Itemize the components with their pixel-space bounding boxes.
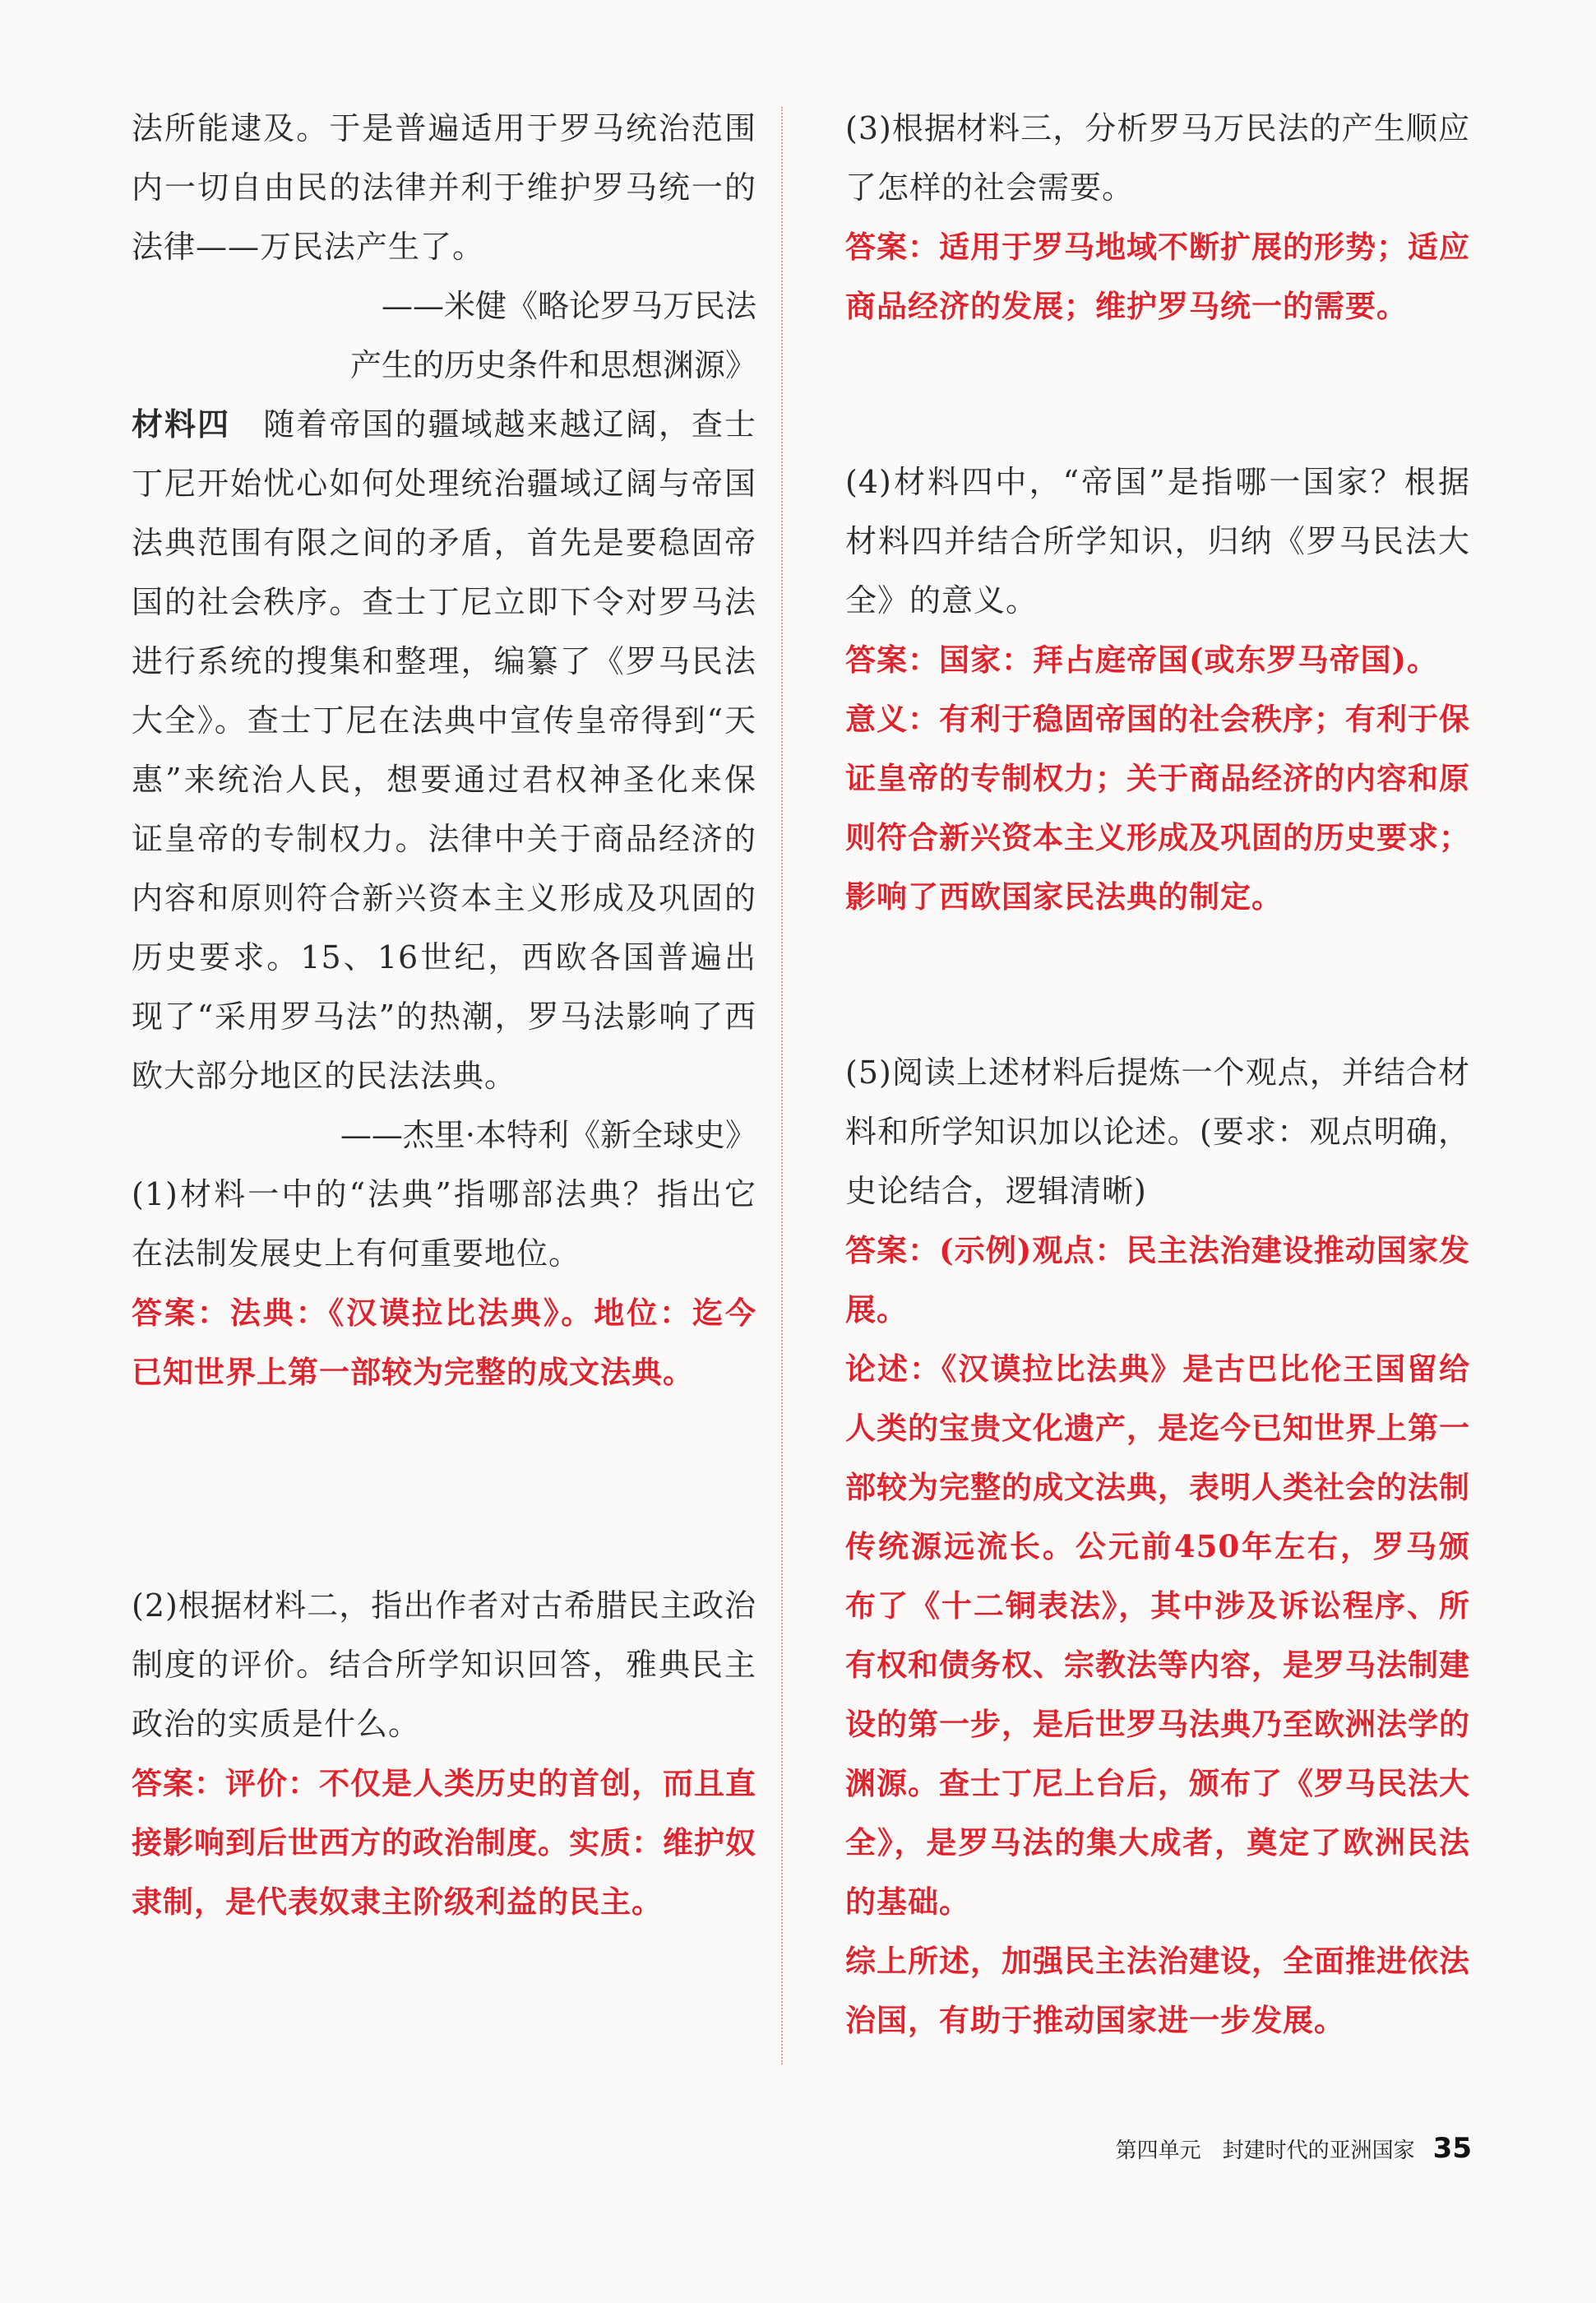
column-divider [781, 107, 783, 2064]
question-4: (4)材料四中，“帝国”是指哪一国家？根据材料四并结合所学知识，归纳《罗马民法大全》的意义。 [845, 464, 1470, 619]
unit-title: 第四单元 封建时代的亚洲国家 [1115, 2138, 1415, 2163]
material-3-continuation: 法所能逮及。于是普遍适用于罗马统治范围内一切自由民的法律并利于维护罗马统一的法律——万民法产生了。 [132, 110, 756, 265]
question-5: (5)阅读上述材料后提炼一个观点，并结合材料和所学知识加以论述。(要求：观点明确，史论结合，逻辑清晰) [845, 1054, 1470, 1209]
answer-2 [132, 1754, 756, 1931]
right-column [845, 99, 1470, 2050]
answer-5-conclusion: 综上所述，加强民主法治建设，全面推进依法治国，有助于推动国家进一步发展。 [845, 1943, 1470, 2038]
question-2: (2)根据材料二，指出作者对古希腊民主政治制度的评价。结合所学知识回答，雅典民主政治的实质是什么。 [132, 1587, 756, 1742]
answer-label: 答案： [132, 1765, 225, 1801]
answer-label: 答案： [845, 229, 939, 265]
answer-5-viewpoint [845, 1221, 1470, 1339]
material-4-text: 随着帝国的疆域越来越辽阔，查士丁尼开始忧心如何处理统治疆域辽阔与帝国法典范围有限之间的矛盾，首先是要稳固帝国的社会秩序。查士丁尼立即下令对罗马法进行系统的搜集和整理，编纂了《罗马民法大全》。查士丁尼在法典中宣传皇帝得到“天惠”来统治人民，想要通过君权神圣化来保证皇帝的专制权力。法律中关于商品经济的内容和原则符合新兴资本主义形成及巩固的历史要求。15、16世纪，西欧各国普遍出现了“采用罗马法”的热潮，罗马法影响了西欧大部分地区的民法法典。 [132, 406, 756, 1094]
left-column [132, 99, 756, 1931]
question-3: (3)根据材料三，分析罗马万民法的产生顺应了怎样的社会需要。 [845, 110, 1470, 206]
answer-4-country-text: 国家：拜占庭帝国(或东罗马帝国)。 [939, 642, 1439, 678]
answer-label: 答案： [845, 642, 939, 678]
answer-4-country [845, 630, 1470, 689]
answer-label: 答案： [132, 1295, 230, 1331]
answer-space [845, 336, 1470, 452]
answer-3-text: 适用于罗马地域不断扩展的形势；适应商品经济的发展；维护罗马统一的需要。 [845, 229, 1470, 324]
answer-2-text: 评价：不仅是人类历史的首创，而且直接影响到后世西方的政治制度。实质：维护奴隶制，是代表奴隶主阶级利益的民主。 [132, 1765, 756, 1920]
answer-space [845, 926, 1470, 1043]
page-footer [1085, 2132, 1472, 2165]
question-1: (1)材料一中的“法典”指哪部法典？指出它在法制发展史上有何重要地位。 [132, 1176, 756, 1272]
answer-5-viewpoint-text: (示例)观点：民主法治建设推动国家发展。 [845, 1232, 1471, 1328]
answer-3 [845, 217, 1470, 336]
page-number: 35 [1432, 2132, 1472, 2165]
answer-1-text: 法典：《汉谟拉比法典》。地位：迄今已知世界上第一部较为完整的成文法典。 [132, 1295, 757, 1390]
answer-space [132, 1402, 756, 1576]
answer-4-significance: 意义：有利于稳固帝国的社会秩序；有利于保证皇帝的专制权力；关于商品经济的内容和原则符合新兴资本主义形成及巩固的历史要求；影响了西欧国家民法典的制定。 [845, 701, 1470, 915]
answer-label: 答案： [845, 1232, 940, 1268]
material-4-source: ——杰里·本特利《新全球史》 [340, 1117, 756, 1153]
answer-1 [132, 1283, 756, 1402]
material-4-label: 材料四 [132, 405, 231, 443]
material-4 [132, 395, 756, 1105]
material-3-source-line-2: 产生的历史条件和思想渊源》 [349, 347, 756, 383]
material-3-source-line-1: ——米健《略论罗马万民法 [381, 288, 756, 324]
answer-5-argument: 论述：《汉谟拉比法典》是古巴比伦王国留给人类的宝贵文化遗产，是迄今已知世界上第一部较为完整的成文法典，表明人类社会的法制传统源远流长。公元前450年左右，罗马颁布了《十二铜表法》，其中涉及诉讼程序、所有权和债务权、宗教法等内容，是罗马法制建设的第一步，是后世罗马法典乃至欧洲法学的渊源。查士丁尼上台后，颁布了《罗马民法大全》，是罗马法的集大成者，奠定了欧洲民法的基础。 [845, 1351, 1470, 1920]
